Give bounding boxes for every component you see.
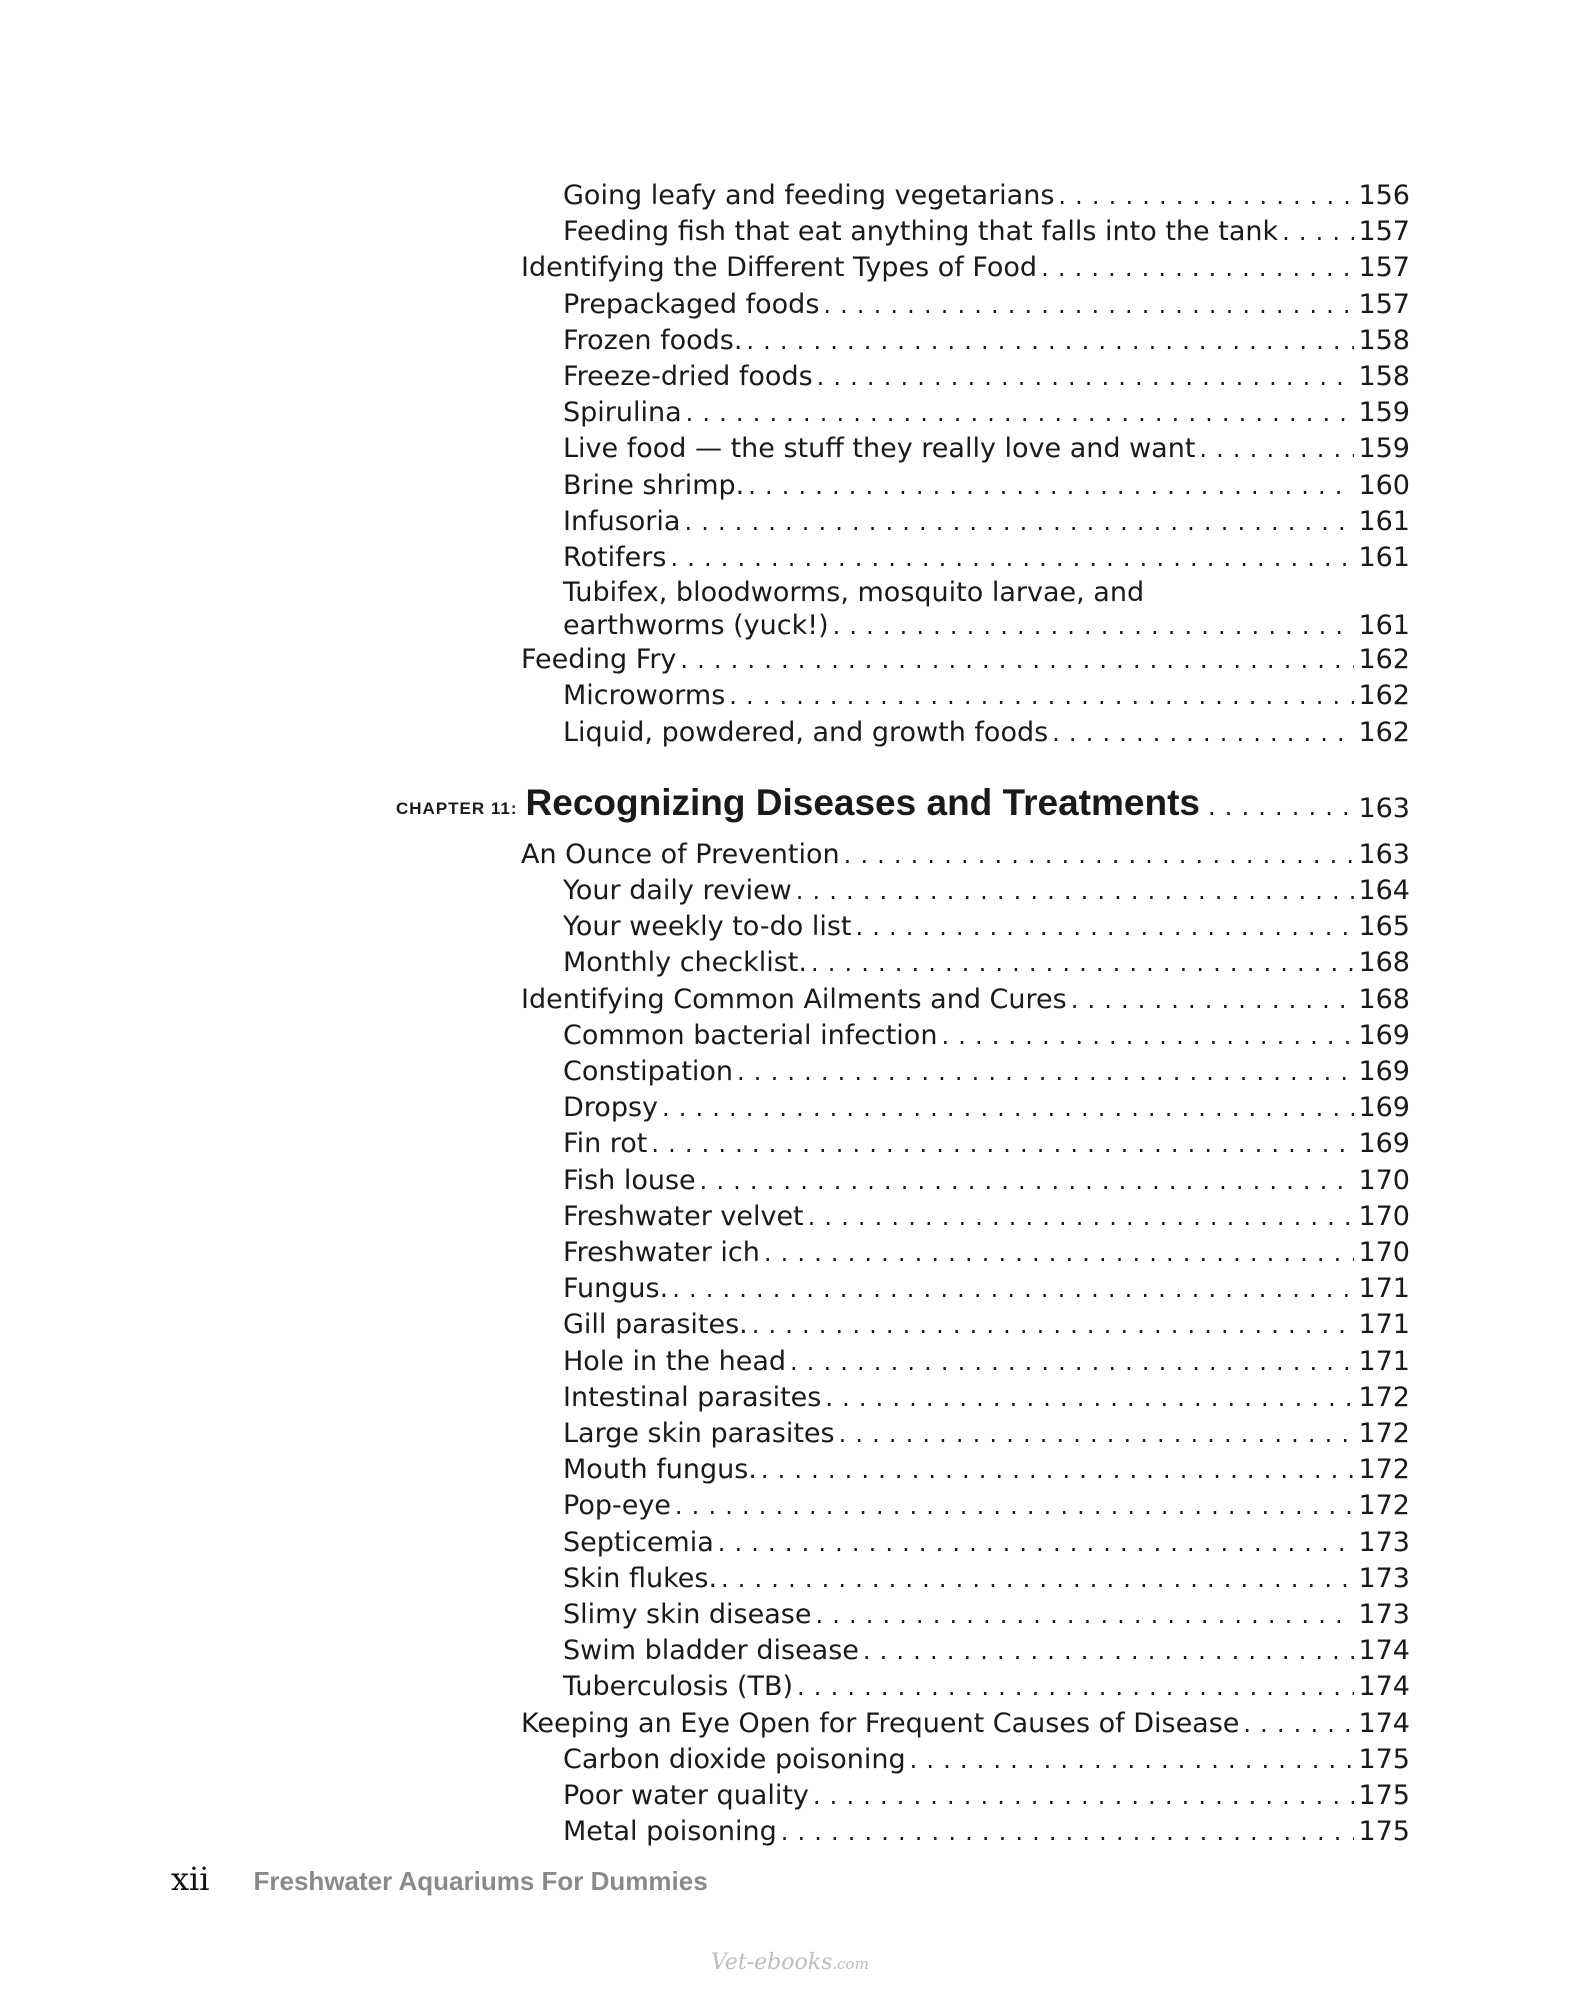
toc-entry-page: 162 bbox=[1358, 680, 1410, 712]
dot-leader bbox=[825, 1380, 1354, 1416]
toc-entry-page: 162 bbox=[1358, 716, 1410, 748]
toc-entry-page: 163 bbox=[1358, 838, 1410, 870]
dot-leader bbox=[811, 945, 1354, 981]
toc-entry-title: Microworms bbox=[563, 680, 726, 712]
toc-subsection-entry[interactable] bbox=[563, 1380, 1410, 1416]
toc-entry-title: Your weekly to-do list bbox=[563, 911, 852, 943]
toc-entry-title: Spirulina bbox=[563, 397, 682, 429]
toc-entry-page: 165 bbox=[1358, 911, 1410, 943]
watermark-domain: .com bbox=[832, 1955, 869, 1973]
dot-leader bbox=[817, 359, 1355, 395]
toc-entry-title: Constipation bbox=[563, 1056, 734, 1087]
toc-entry-title: Freshwater ich bbox=[563, 1237, 760, 1268]
dot-leader bbox=[684, 504, 1354, 540]
dot-leader bbox=[910, 1742, 1355, 1778]
toc-entry-page: 174 bbox=[1358, 1707, 1410, 1739]
toc-entry-title: Skin flukes. bbox=[563, 1562, 718, 1594]
toc-entry-title: Metal poisoning bbox=[563, 1816, 777, 1848]
toc-entry-title: Tuberculosis (TB) bbox=[563, 1671, 794, 1703]
toc-entry-page: 170 bbox=[1358, 1200, 1410, 1232]
watermark-name: Vet-ebooks bbox=[711, 1950, 833, 1975]
toc-subsection-entry[interactable] bbox=[563, 540, 1410, 576]
dot-leader bbox=[839, 1416, 1355, 1452]
toc-entry-title: Your daily review bbox=[563, 875, 792, 906]
toc-subsection-entry[interactable] bbox=[563, 1199, 1410, 1235]
dot-leader bbox=[823, 287, 1354, 323]
toc-subsection-entry[interactable] bbox=[563, 287, 1410, 323]
toc-entry-page: 174 bbox=[1358, 1635, 1410, 1667]
toc-entry-page: 172 bbox=[1358, 1490, 1410, 1522]
toc-entry-title: Dropsy bbox=[563, 1092, 659, 1124]
toc-entry-title-line1: Tubifex, bloodworms, mosquito larvae, and bbox=[563, 577, 1145, 609]
dot-leader bbox=[797, 1669, 1354, 1705]
toc-subsection-entry[interactable] bbox=[563, 715, 1410, 751]
toc-entry-title: Common bacterial infection bbox=[563, 1019, 938, 1051]
dot-leader bbox=[1041, 250, 1354, 286]
toc-entry-page: 157 bbox=[1358, 252, 1410, 284]
dot-leader bbox=[761, 1452, 1355, 1488]
toc-subsection-entry[interactable] bbox=[563, 578, 1410, 650]
toc-entry-page: 161 bbox=[1358, 505, 1410, 537]
toc-subsection-entry[interactable] bbox=[563, 1633, 1410, 1669]
toc-subsection-entry[interactable] bbox=[563, 1525, 1410, 1561]
toc-entry-title: Large skin parasites bbox=[563, 1418, 835, 1449]
dot-leader bbox=[680, 642, 1354, 678]
toc-subsection-entry[interactable] bbox=[563, 468, 1410, 504]
toc-section-entry[interactable] bbox=[521, 642, 1410, 678]
dot-leader bbox=[790, 1344, 1354, 1380]
dot-leader bbox=[651, 1126, 1354, 1162]
toc-entry-page: 169 bbox=[1358, 1056, 1410, 1087]
toc-subsection-entry[interactable] bbox=[563, 1163, 1410, 1199]
toc-entry-page: 161 bbox=[1358, 542, 1410, 573]
page-number: xii bbox=[171, 1860, 210, 1898]
toc-entry-page: 160 bbox=[1358, 469, 1410, 501]
toc-entry-page: 173 bbox=[1358, 1599, 1410, 1630]
dot-leader bbox=[737, 1054, 1354, 1090]
toc-entry-page: 171 bbox=[1358, 1309, 1410, 1341]
toc-entry-page: 175 bbox=[1358, 1743, 1410, 1775]
toc-entry-page: 168 bbox=[1358, 947, 1410, 979]
dot-leader bbox=[729, 678, 1354, 714]
toc-subsection-entry[interactable] bbox=[563, 1090, 1410, 1126]
toc-entry-title: Identifying Common Ailments and Cures bbox=[521, 983, 1067, 1015]
toc-entry-title: Liquid, powdered, and growth foods bbox=[563, 716, 1049, 748]
toc-subsection-entry[interactable] bbox=[563, 504, 1410, 540]
toc-subsection-entry[interactable] bbox=[563, 1597, 1410, 1633]
toc-entry-title: Fungus. bbox=[563, 1273, 669, 1305]
toc-subsection-entry[interactable] bbox=[563, 909, 1410, 945]
toc-subsection-entry[interactable] bbox=[563, 1669, 1410, 1705]
toc-entry-page: 169 bbox=[1358, 1092, 1410, 1124]
toc-section-entry[interactable] bbox=[521, 1706, 1410, 1742]
toc-entry-page: 172 bbox=[1358, 1418, 1410, 1449]
toc-subsection-entry[interactable] bbox=[563, 395, 1410, 431]
toc-entry-page: 168 bbox=[1358, 983, 1410, 1015]
toc-entry-page: 169 bbox=[1358, 1019, 1410, 1051]
dot-leader bbox=[675, 1488, 1355, 1524]
toc-subsection-entry[interactable] bbox=[563, 359, 1410, 395]
dot-leader bbox=[796, 873, 1355, 909]
toc-entry-page: 170 bbox=[1358, 1237, 1410, 1268]
toc-entry-title: Prepackaged foods bbox=[563, 288, 820, 320]
toc-subsection-entry[interactable] bbox=[563, 678, 1410, 714]
dot-leader bbox=[855, 909, 1354, 945]
toc-entry-title: Gill parasites. bbox=[563, 1309, 748, 1341]
toc-section-entry[interactable] bbox=[521, 837, 1410, 873]
dot-leader bbox=[1243, 1706, 1354, 1742]
toc-entry-title: Live food — the stuff they really love and want bbox=[563, 433, 1196, 465]
page-footer bbox=[171, 1860, 708, 1898]
dot-leader bbox=[662, 1090, 1354, 1126]
chapter-title: Recognizing Diseases and Treatments bbox=[525, 781, 1200, 823]
toc-section-entry[interactable] bbox=[521, 250, 1410, 286]
toc-section-entry[interactable] bbox=[521, 982, 1410, 1018]
dot-leader bbox=[1208, 793, 1350, 821]
toc-entry-title: An Ounce of Prevention bbox=[521, 838, 840, 870]
toc-entry-page: 158 bbox=[1358, 324, 1410, 356]
dot-leader bbox=[746, 323, 1354, 359]
toc-entry-title: Freshwater velvet bbox=[563, 1200, 804, 1232]
toc-subsection-entry[interactable] bbox=[563, 1778, 1410, 1814]
watermark-logo bbox=[711, 1950, 869, 1975]
running-book-title: Freshwater Aquariums For Dummies bbox=[253, 1866, 708, 1896]
toc-entry-page: 159 bbox=[1358, 433, 1410, 465]
toc-subsection-entry[interactable] bbox=[563, 1018, 1410, 1054]
toc-entry-title: Fin rot bbox=[563, 1128, 648, 1160]
toc-entry-title: Frozen foods. bbox=[563, 324, 743, 356]
toc-entry-title: Rotifers bbox=[563, 542, 667, 573]
dot-leader bbox=[1071, 982, 1355, 1018]
toc-entry-title: Monthly checklist. bbox=[563, 947, 807, 979]
dot-leader bbox=[686, 395, 1355, 431]
toc-entry-title: Intestinal parasites bbox=[563, 1381, 822, 1413]
toc-entry-page: 157 bbox=[1358, 288, 1410, 320]
toc-entry-page: 175 bbox=[1358, 1816, 1410, 1848]
toc-subsection-entry[interactable] bbox=[563, 323, 1410, 359]
toc-entry-title: Keeping an Eye Open for Frequent Causes of Disease bbox=[521, 1707, 1240, 1739]
toc-entry-title: Poor water quality bbox=[563, 1780, 809, 1811]
toc-entry-title: Slimy skin disease bbox=[563, 1599, 812, 1630]
toc-entry-title-line2: earthworms (yuck!) bbox=[563, 610, 829, 642]
dot-leader bbox=[700, 1163, 1355, 1199]
dot-leader bbox=[721, 1561, 1354, 1597]
toc-entry-page: 169 bbox=[1358, 1128, 1410, 1160]
toc-entry-page: 158 bbox=[1358, 361, 1410, 392]
dot-leader bbox=[941, 1018, 1354, 1054]
dot-leader bbox=[808, 1199, 1355, 1235]
toc-entry-page: 157 bbox=[1358, 216, 1410, 248]
toc-entry-page: 175 bbox=[1358, 1780, 1410, 1811]
toc-subsection-entry[interactable] bbox=[563, 1126, 1410, 1162]
toc-entry-page: 172 bbox=[1358, 1454, 1410, 1486]
toc-subsection-entry[interactable] bbox=[563, 1271, 1410, 1307]
dot-leader bbox=[718, 1525, 1355, 1561]
toc-subsection-entry[interactable] bbox=[563, 1416, 1410, 1452]
toc-subsection-entry[interactable] bbox=[563, 1561, 1410, 1597]
toc-subsection-entry[interactable] bbox=[563, 1235, 1410, 1271]
dot-leader bbox=[748, 468, 1354, 504]
toc-subsection-entry[interactable] bbox=[563, 1814, 1410, 1850]
toc-entry-page: 164 bbox=[1358, 875, 1410, 906]
toc-entry-title: Carbon dioxide poisoning bbox=[563, 1743, 906, 1775]
toc-entry-title: Fish louse bbox=[563, 1164, 696, 1196]
toc-subsection-entry[interactable] bbox=[563, 1488, 1410, 1524]
dot-leader bbox=[752, 1307, 1355, 1343]
toc-subsection-entry[interactable] bbox=[563, 1307, 1410, 1343]
dot-leader bbox=[815, 1597, 1354, 1633]
chapter-page: 163 bbox=[1358, 792, 1410, 824]
dot-leader bbox=[670, 540, 1354, 576]
toc-entry-page: 171 bbox=[1358, 1345, 1410, 1377]
dot-leader bbox=[833, 608, 1355, 644]
dot-leader bbox=[844, 837, 1355, 873]
toc-subsection-entry[interactable] bbox=[563, 1742, 1410, 1778]
dot-leader bbox=[1052, 715, 1354, 751]
toc-subsection-entry[interactable] bbox=[563, 873, 1410, 909]
toc-entry-page: 174 bbox=[1358, 1671, 1410, 1703]
toc-subsection-entry[interactable] bbox=[563, 431, 1410, 467]
dot-leader bbox=[672, 1271, 1354, 1307]
toc-entry-title: Infusoria bbox=[563, 505, 681, 537]
dot-leader bbox=[764, 1235, 1355, 1271]
toc-subsection-entry[interactable] bbox=[563, 945, 1410, 981]
toc-entry-title: Septicemia bbox=[563, 1526, 714, 1558]
toc-entry-title: Freeze-dried foods bbox=[563, 361, 813, 392]
toc-entry-title: Pop-eye bbox=[563, 1490, 671, 1522]
toc-entry-page: 170 bbox=[1358, 1164, 1410, 1196]
toc-entry-title: Feeding fish that eat anything that falls into the tank bbox=[563, 216, 1279, 248]
toc-entry-page: 156 bbox=[1358, 180, 1410, 211]
dot-leader bbox=[781, 1814, 1355, 1850]
toc-subsection-entry[interactable] bbox=[563, 1054, 1410, 1090]
toc-entry-title: Swim bladder disease bbox=[563, 1635, 859, 1667]
toc-entry-page: 173 bbox=[1358, 1562, 1410, 1594]
toc-entry-page: 159 bbox=[1358, 397, 1410, 429]
dot-leader bbox=[813, 1778, 1355, 1814]
dot-leader bbox=[1199, 431, 1354, 467]
toc-entry-title: Brine shrimp. bbox=[563, 469, 745, 501]
dot-leader bbox=[1058, 178, 1354, 214]
toc-entry-page: 171 bbox=[1358, 1273, 1410, 1305]
toc-entry-page: 172 bbox=[1358, 1381, 1410, 1413]
toc-subsection-entry[interactable] bbox=[563, 1344, 1410, 1380]
dot-leader bbox=[1282, 214, 1354, 250]
toc-chapter-heading[interactable] bbox=[396, 779, 1410, 827]
toc-entry-line2 bbox=[563, 608, 1410, 644]
toc-entry-page: 173 bbox=[1358, 1526, 1410, 1558]
toc-entry-title: Identifying the Different Types of Food bbox=[521, 252, 1038, 284]
toc-entry-page: 162 bbox=[1358, 644, 1410, 676]
dot-leader bbox=[863, 1633, 1355, 1669]
toc-entry-title: Feeding Fry bbox=[521, 644, 677, 676]
toc-subsection-entry[interactable] bbox=[563, 178, 1410, 214]
toc-subsection-entry[interactable] bbox=[563, 1452, 1410, 1488]
toc-entry-title: Mouth fungus. bbox=[563, 1454, 757, 1486]
toc-entry-title: Going leafy and feeding vegetarians bbox=[563, 180, 1055, 211]
chapter-number: CHAPTER 11: bbox=[396, 798, 518, 818]
toc-entry-page: 161 bbox=[1358, 610, 1410, 642]
toc-entry-title: Hole in the head bbox=[563, 1345, 787, 1377]
toc-subsection-entry[interactable] bbox=[563, 214, 1410, 250]
